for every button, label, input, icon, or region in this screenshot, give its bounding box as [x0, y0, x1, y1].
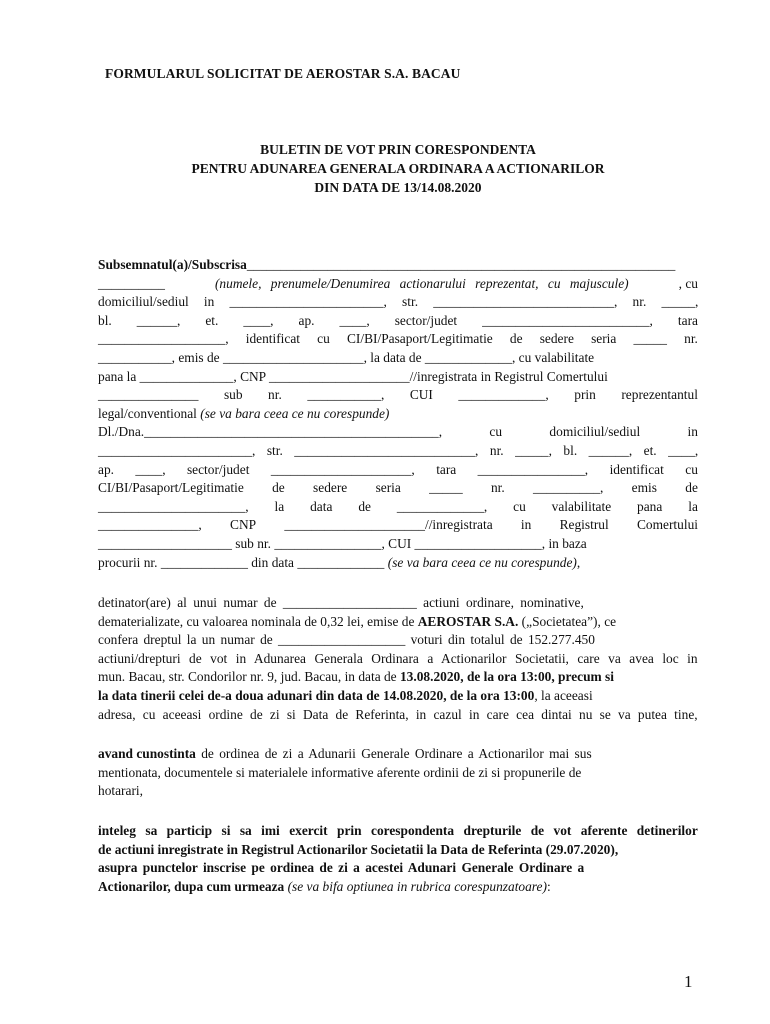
page-number: 1: [684, 972, 693, 991]
meeting-first-date: 13.08.2020, de la ora 13:00, precum si: [399, 669, 614, 685]
id-line-16: [98, 535, 698, 554]
intent-text: Actionarilor, dupa cum urmeaza: [98, 878, 285, 894]
word: de: [358, 498, 371, 514]
id-line-12: [98, 461, 698, 480]
word: data: [310, 498, 333, 514]
title-line-2: PENTRU ADUNAREA GENERALA ORDINARA A ACTIONARILOR: [191, 161, 605, 176]
word: cu: [317, 331, 330, 347]
blank: ___________________,: [98, 331, 229, 347]
id-line-2-end: , cu: [678, 275, 698, 291]
intent-line-3: [98, 859, 698, 878]
word: de: [685, 480, 698, 496]
word: tara: [436, 461, 457, 477]
holdings-section: [98, 594, 698, 724]
line-end: :: [546, 878, 551, 894]
votes-count-text: confera dreptul la un numar de ___________________ voturi din totalul de 152.277.450: [98, 632, 595, 648]
word: de: [509, 331, 523, 347]
representative-address-text: _______________________, str. ___________________________, nr. _____, bl. ______, et. ____,: [98, 442, 699, 458]
blank: ____,: [135, 461, 166, 477]
word: Registrul: [559, 517, 609, 533]
word: tara: [677, 312, 698, 328]
voting-intent-section: [98, 822, 698, 896]
word: domiciliul/sediul: [549, 424, 641, 440]
holdings-line-4: [98, 650, 698, 669]
holdings-line-1: [98, 594, 698, 613]
acknowledgement-text: mentionata, documentele si materialele informative aferente ordinii de zi si propunerile de: [98, 764, 582, 780]
word: cu: [489, 424, 503, 440]
word: sub: [223, 387, 243, 403]
subscriber-name-blank: ________________________________________________________________: [246, 257, 676, 272]
blank: _____: [633, 331, 667, 347]
word: seria: [375, 480, 401, 496]
word: cu: [513, 498, 526, 514]
title-line-3: DIN DATA DE 13/14.08.2020: [314, 180, 482, 195]
intent-line-2: [98, 841, 698, 860]
nominal-value-text: dematerializate, cu valoarea nominala de 0,32 lei, emise de: [98, 613, 418, 629]
word: seria: [591, 331, 617, 347]
proxy-basis-text: ____________________ sub nr. ________________, CUI ___________________, in baza: [98, 535, 587, 551]
id-line-2: [98, 275, 698, 294]
blank: _________________________,: [482, 312, 653, 328]
blank: _____________,: [396, 498, 488, 514]
blank: ________________,: [477, 461, 589, 477]
word: bl.: [98, 312, 112, 328]
word: nr.: [684, 331, 698, 347]
blank: _____: [429, 480, 463, 496]
word: in: [520, 517, 532, 533]
line-end: ,: [576, 554, 581, 570]
strike-instruction: (se va bara ceea ce nu corespunde): [200, 405, 390, 421]
proxy-number-text: procurii nr. _____________ din data _____________: [98, 554, 388, 570]
word: in: [687, 424, 698, 440]
id-line-4: [98, 312, 698, 331]
ack-line-1: [98, 745, 698, 764]
acknowledgement-text: hotarari,: [98, 783, 143, 799]
word: sedere: [539, 331, 574, 347]
same-address-text: , la aceeasi: [534, 687, 593, 703]
intent-text: de actiuni inregistrate in Registrul Actionarilor Societatii la Data de Referinta (29.07.2020),: [98, 841, 619, 857]
company-name: AEROSTAR S.A.: [417, 613, 519, 629]
id-line-11: [98, 442, 698, 461]
word: identificat: [245, 331, 301, 347]
word: valabilitate: [551, 498, 612, 514]
id-line-17: [98, 554, 698, 573]
word: la: [688, 498, 698, 514]
blank: ____,: [339, 312, 370, 328]
word: cu: [685, 461, 698, 477]
name-instruction: (numele, prenumele/Denumirea actionarului reprezentat, cu majuscule): [214, 275, 629, 291]
word: nr.: [268, 387, 282, 403]
blank: ___________,: [307, 387, 385, 403]
document-title: [98, 140, 698, 197]
blank: _______________: [98, 387, 199, 403]
blank: __________,: [533, 480, 604, 496]
holdings-line-5: [98, 668, 698, 687]
id-line-8: [98, 386, 698, 405]
holdings-line-6: [98, 687, 698, 706]
word: Comertului: [636, 517, 698, 533]
word: nr.: [490, 480, 505, 496]
issue-date-text: ___________, emis de _____________________, la data de _____________, cu valabilitate: [98, 349, 595, 365]
intent-text: asupra punctelor inscrise pe ordinea de zi a acestei Adunari Generale Ordinare a: [98, 860, 585, 876]
id-line-14: [98, 498, 698, 517]
blank: ______,: [136, 312, 181, 328]
word: sector/judet: [394, 312, 458, 328]
blank: _______________,: [98, 517, 202, 533]
intent-line-4: [98, 878, 698, 897]
word: sedere: [313, 480, 348, 496]
id-line-6: [98, 349, 698, 368]
cnp-text: pana la ______________, CNP _____________________//inregistrata in Registrul Comertului: [98, 368, 608, 384]
word: CNP: [230, 517, 257, 533]
word: de: [272, 480, 285, 496]
acknowledgement-lead: avand cunostinta: [98, 746, 196, 761]
form-header: FORMULARUL SOLICITAT DE AEROSTAR S.A. BACAU: [105, 66, 461, 81]
word: prin: [574, 387, 596, 403]
word: pana: [637, 498, 663, 514]
blank: ____,: [243, 312, 274, 328]
meeting-second-date: la data tinerii celei de-a doua adunari din data de 14.08.2020, de la ora 13:00: [98, 687, 535, 703]
blank: _____________,: [458, 387, 549, 403]
intent-text: inteleg sa particip si sa imi exercit prin corespondenta drepturile de vot aferente detinerilor: [98, 823, 698, 838]
word: identificat: [609, 461, 664, 477]
word: reprezentantul: [621, 387, 698, 403]
meeting-text: actiuni/drepturi de vot in Adunarea Generala Ordinara a Actionarilor Societatii, care va avea loc in: [98, 650, 698, 666]
holdings-line-2: [98, 613, 698, 632]
ack-line-2: [98, 764, 698, 783]
word: la: [274, 498, 285, 514]
subscriber-label: Subsemnatul(a)/Subscrisa: [98, 257, 247, 272]
identification-section: [98, 256, 698, 572]
word: CI/BI/Pasaport/Legitimatie: [346, 331, 493, 347]
word: CUI: [409, 387, 433, 403]
id-line-5: [98, 330, 698, 349]
acknowledgement-text: de ordinea de zi a Adunarii Generale Ordinare a Actionarilor mai sus: [195, 746, 592, 761]
holdings-line-3: [98, 631, 698, 650]
checkbox-instruction: (se va bifa optiunea in rubrica corespunzatoare): [284, 878, 547, 894]
word: ap.: [98, 461, 114, 477]
blank: ______________________,: [98, 498, 249, 514]
title-line-1: BULETIN DE VOT PRIN CORESPONDENTA: [260, 142, 536, 157]
blank: _____________________,: [270, 461, 415, 477]
company-alias-text: („Societatea”), ce: [518, 613, 617, 629]
representative-name-blank: Dl./Dna.____________________________________________,: [98, 424, 443, 440]
word: sector/judet: [186, 461, 250, 477]
shares-count-text: detinator(are) al unui numar de ____________________ actiuni ordinare, nominative,: [98, 595, 584, 610]
blank: _____________________//inregistrata: [284, 517, 493, 533]
holdings-line-7: [98, 706, 698, 725]
ack-line-3: [98, 782, 698, 801]
meeting-location-text: mun. Bacau, str. Condorilor nr. 9, jud. Bacau, in data de: [98, 669, 400, 685]
id-line-9: [98, 405, 698, 424]
id-line-1: [98, 256, 698, 275]
id-line-10: [98, 423, 698, 442]
agenda-reference-text: adresa, cu aceeasi ordine de zi si Data de Referinta, in cazul in care cea dintai nu se va putea tine,: [98, 706, 698, 722]
id-line-3: [98, 293, 698, 312]
name-blank: __________: [98, 275, 165, 291]
legal-representative-text: legal/conventional: [98, 405, 201, 421]
word: et.: [205, 312, 219, 328]
intent-line-1: [98, 822, 698, 841]
id-line-15: [98, 516, 698, 535]
strike-instruction: (se va bara ceea ce nu corespunde): [387, 554, 577, 570]
id-line-13: [98, 479, 698, 498]
id-line-7: [98, 368, 698, 387]
domicile-address-text: domiciliul/sediul in _______________________, str. ___________________________, nr. _____,: [98, 294, 699, 310]
word: CI/BI/Pasaport/Legitimatie: [98, 480, 244, 496]
word: emis: [631, 480, 657, 496]
acknowledgement-section: [98, 745, 698, 801]
word: ap.: [298, 312, 315, 328]
